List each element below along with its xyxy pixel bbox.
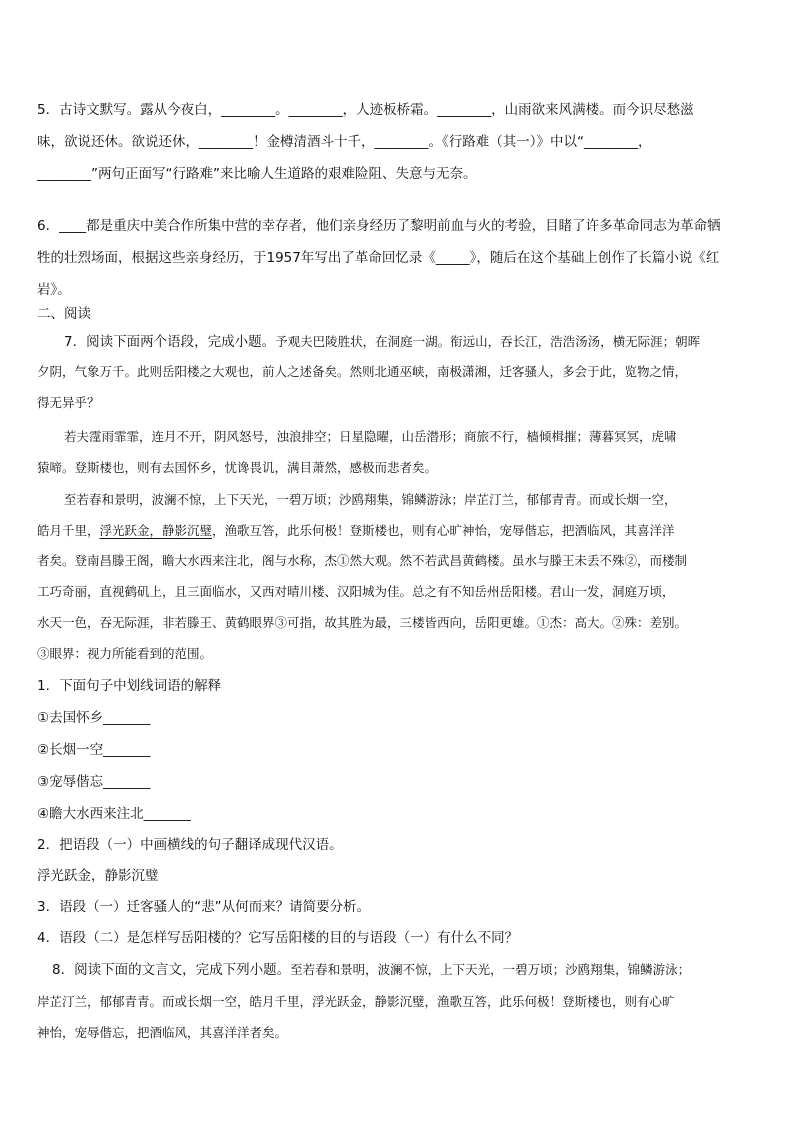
q7-line7-post: ，渔歌互答，此乐何极！登斯楼也，则有心旷神怡，宠辱偕忘，把酒临风，其喜洋洋 bbox=[212, 523, 675, 538]
subquestion-2: 2．把语段（一）中画横线的句子翻译成现代汉语。 bbox=[37, 837, 343, 853]
q7-line7-pre: 皓月千里， bbox=[37, 523, 100, 538]
q7-paragraph-3-line-1: 至若春和景明，波澜不惊，上下天光，一碧万顷；沙鸥翔集，锦鳞游泳；岸芷汀兰，郁郁青青。而或长烟一空， bbox=[64, 492, 677, 507]
underlined-sentence: 浮光跃金，静影沉璧 bbox=[99, 523, 213, 538]
q7-paragraph-3-line-4: 工巧奇丽，直视鹤矶上，且三面临水，又西对晴川楼、汉阳城为佳。总之有不知岳州岳阳楼。君山一发，洞庭万顷， bbox=[37, 584, 675, 599]
q7-passage-start: 予观夫巴陵胜状，在洞庭一湖。衔远山，吞长江，浩浩汤汤，横无际涯；朝晖 bbox=[275, 334, 701, 349]
q5-line-3: ________”两句正面写“行路难”来比喻人生道路的艰难险阻、失意与无奈。 bbox=[37, 166, 477, 182]
q6-line-1: 6．____都是重庆中美合作所集中营的幸存者，他们亲身经历了黎明前血与火的考验，目睹了许多革命同志为革命牺 bbox=[37, 218, 721, 234]
subquestion-1: 1．下面句子中划线词语的解释 bbox=[37, 678, 222, 694]
q7-line-1 bbox=[64, 333, 700, 351]
q7-lead: 7．阅读下面两个语段，完成小题。 bbox=[64, 334, 276, 350]
q7-paragraph-3-line-2 bbox=[37, 522, 675, 540]
q7-footnote: ③眼界：视力所能看到的范围。 bbox=[37, 646, 213, 661]
subquestion-1-item-a: ①去国怀乡_______ bbox=[37, 710, 151, 726]
subquestion-1-item-d: ④瞻大水西来注北_______ bbox=[37, 806, 191, 822]
q6-line-2: 牲的壮烈场面，根据这些亲身经历，于1957年写出了革命回忆录《_____》，随后在这个基础上创作了长篇小说《红 bbox=[37, 250, 720, 266]
q5-line-2: 味，欲说还休。欲说还休，________！金樽清酒斗十千，________。《行路难（其一）》中以“________， bbox=[37, 134, 652, 150]
section-title-reading: 二、阅读 bbox=[37, 306, 91, 322]
q7-line-2: 夕阴，气象万千。此则岳阳楼之大观也，前人之述备矣。然则北通巫峡，南极潇湘，迁客骚人，多会于此，览物之情， bbox=[37, 364, 688, 379]
subquestion-4: 4．语段（二）是怎样写岳阳楼的？它写岳阳楼的目的与语段（一）有什么不同？ bbox=[37, 930, 519, 946]
q7-paragraph-3-line-3: 者矣。登南昌滕王阁，瞻大水西来注北，阁与水称，杰①然大观。然不若武昌黄鹤楼。虽水与滕王未丢不殊②，而楼制 bbox=[37, 553, 688, 568]
subquestion-3: 3．语段（一）迁客骚人的“悲”从何而来？请简要分析。 bbox=[37, 899, 371, 915]
q8-line-3: 神怡，宠辱偕忘，把酒临风，其喜洋洋者矣。 bbox=[37, 1025, 288, 1040]
q7-paragraph-3-line-5: 水天一色，吞无际涯，非若滕王、黄鹤眼界③可指，故其胜为最，三楼皆西向，岳阳更雄。①杰：高大。②殊：差别。 bbox=[37, 615, 688, 630]
q8-lead: 8．阅读下面的文言文，完成下列小题。 bbox=[52, 962, 291, 978]
q7-paragraph-2-line-2: 猿啼。登斯楼也，则有去国怀乡，忧谗畏讥，满目萧然，感极而悲者矣。 bbox=[37, 460, 438, 475]
q8-line-2: 岸芷汀兰，郁郁青青。而或长烟一空，皓月千里，浮光跃金，静影沉璧，渔歌互答，此乐何极！登斯楼也，则有心旷 bbox=[37, 994, 675, 1009]
subquestion-2-sentence: 浮光跃金，静影沉璧 bbox=[37, 868, 159, 884]
q7-paragraph-2-line-1: 若夫霪雨霏霏，连月不开，阴风怒号，浊浪排空；日星隐曜，山岳潜形；商旅不行，樯倾楫摧；薄暮冥冥，虎啸 bbox=[64, 429, 677, 444]
q7-line-3: 得无异乎？ bbox=[37, 395, 100, 410]
subquestion-1-item-c: ③宠辱偕忘_______ bbox=[37, 774, 151, 790]
subquestion-1-item-b: ②长烟一空_______ bbox=[37, 742, 151, 758]
q8-line-1 bbox=[52, 961, 690, 979]
q6-line-3: 岩》。 bbox=[37, 282, 71, 298]
q8-passage-start: 至若春和景明，波澜不惊，上下天光，一碧万顷；沙鸥翔集，锦鳞游泳； bbox=[290, 962, 691, 977]
q5-line-1: 5．古诗文默写。露从今夜白，________。________，人迹板桥霜。________，山雨欲来风满楼。而今识尽愁滋 bbox=[37, 102, 694, 118]
